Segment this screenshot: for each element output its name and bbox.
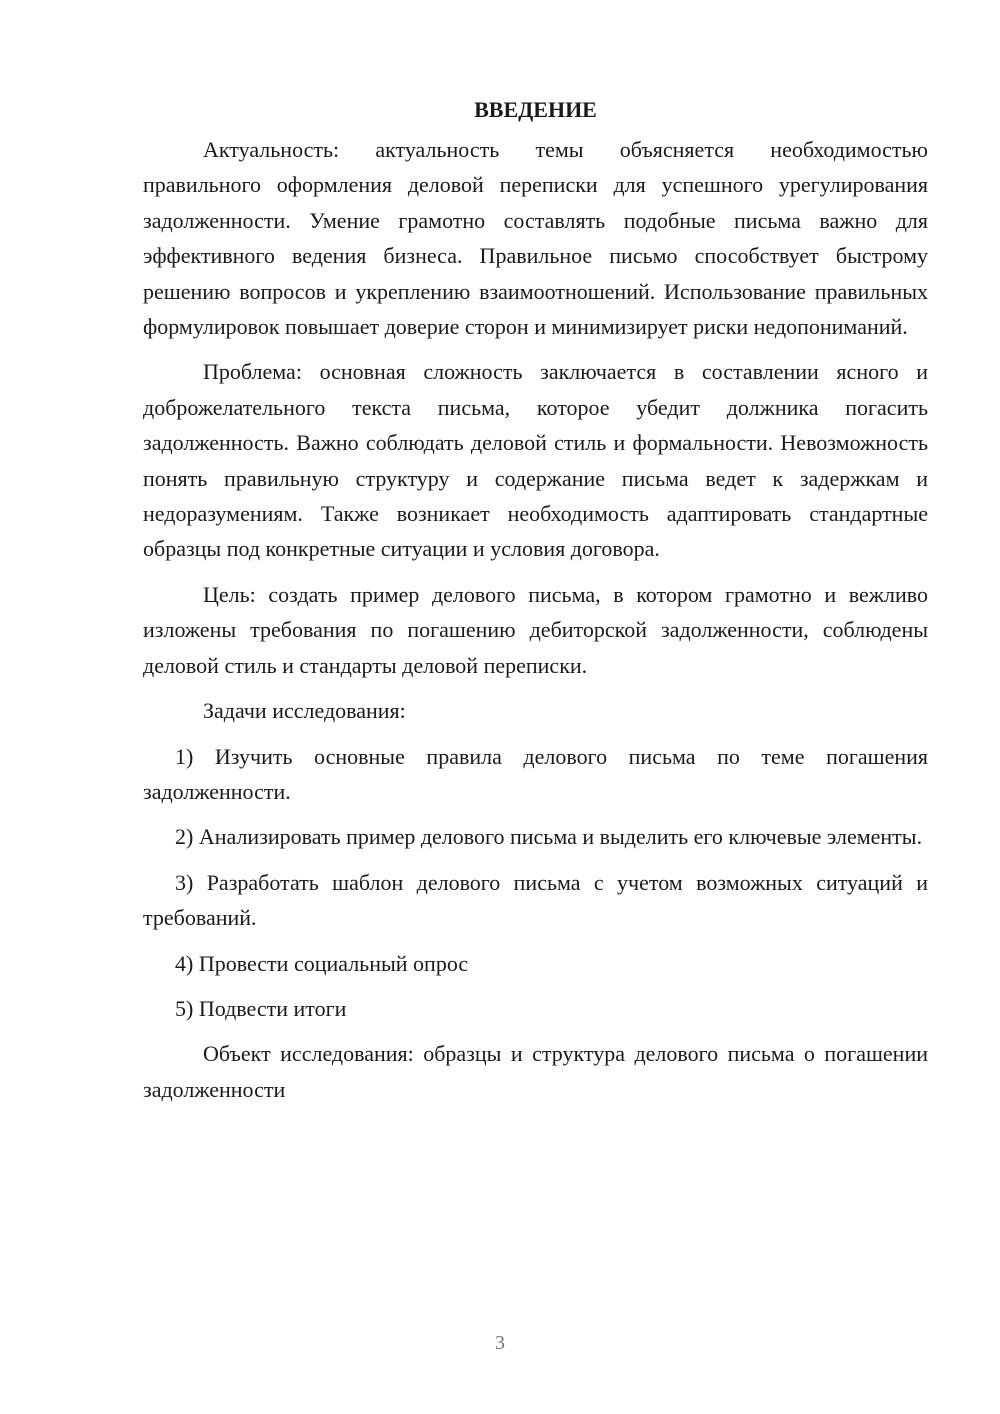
document-page	[143, 92, 928, 1117]
paragraph-relevance: Актуальность: актуальность темы объясняется необходимостью правильного оформления деловой переписки для успешного урегулирования задолженности. Умение грамотно составлять подобные письма важно для эффективного ведения бизнеса. Правильное письмо способствует быстрому решению вопросов и укреплению взаимоотношений. Использование правильных формулировок повышает доверие сторон и минимизирует риски недопониманий.	[143, 137, 928, 340]
paragraph-object: Объект исследования: образцы и структура делового письма о погашении задолженности	[143, 1041, 928, 1102]
task-item: 4) Провести социальный опрос	[175, 950, 469, 976]
paragraph-problem: Проблема: основная сложность заключается в составлении ясного и доброжелательного текста письма, которое убедит должника погасить задолженность. Важно соблюдать деловой стиль и формальности. Невозможность понять правильную структуру и содержание письма ведет к задержкам и недоразумениям. Также возникает необходимость адаптировать стандартные образцы под конкретные ситуации и условия договора.	[143, 359, 928, 562]
task-item: 2) Анализировать пример делового письма и выделить его ключевые элементы.	[175, 824, 923, 850]
task-item: 3) Разработать шаблон делового письма с учетом возможных ситуаций и требований.	[143, 869, 928, 931]
section-title: ВВЕДЕНИЕ	[474, 97, 597, 122]
paragraph-goal: Цель: создать пример делового письма, в котором грамотно и вежливо изложены требования по погашению дебиторской задолженности, соблюдены деловой стиль и стандарты деловой переписки.	[143, 581, 928, 678]
task-item: 5) Подвести итоги	[175, 995, 347, 1021]
paragraph-tasks-heading: Задачи исследования:	[203, 698, 406, 724]
page-number: 3	[495, 1332, 505, 1354]
task-item: 1) Изучить основные правила делового письма по теме погашения задолженности.	[143, 743, 928, 804]
